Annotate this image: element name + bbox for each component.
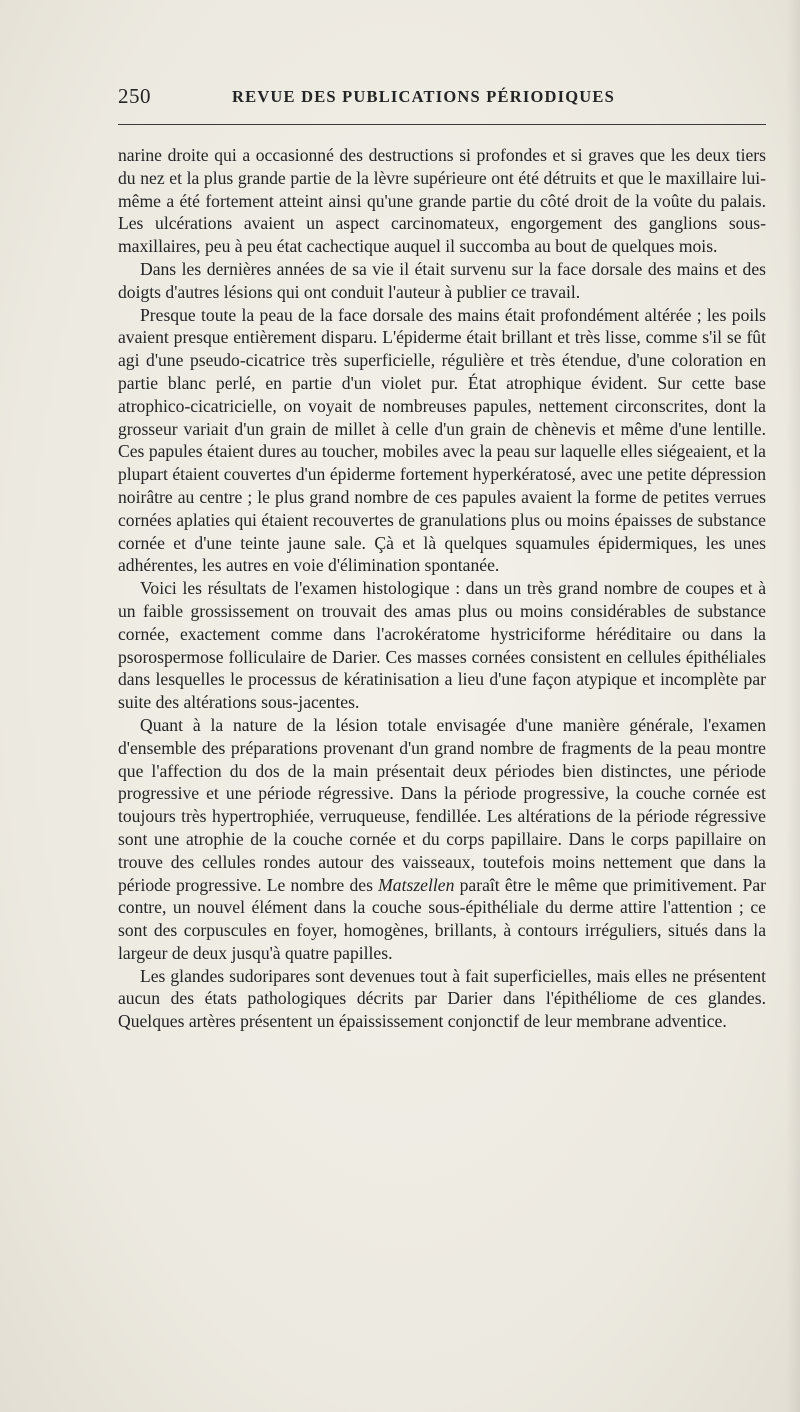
paragraph-lesion-nature [118, 714, 766, 965]
running-title: REVUE DES PUBLICATIONS PÉRIODIQUES [232, 87, 615, 106]
page-number: 250 [118, 84, 151, 108]
paragraph-clinical-description: Presque toute la peau de la face dorsale des mains était profondément altérée ; les poils avaient presque entièrement disparu. L'épiderme était brillant et très lisse, comme s'il se fût agi d'une pseudo-cicatrice très superficielle, régulière et très étendue, d'une coloration en partie blanc perlé, en partie d'un violet pur. État atrophique évident. Sur cette base atrophico-cicatricielle, on voyait de nombreuses papules, nettement circonscrites, dont la grosseur variait d'un grain de millet à celle d'un grain de chènevis et même d'une lentille. Ces papules étaient dures au toucher, mobiles avec la peau sur laquelle elles siégeaient, et la plupart étaient couvertes d'un épiderme fortement hyperkératosé, avec une petite dépression noirâtre au centre ; le plus grand nombre de ces papules avaient la forme de petites verrues cornées aplaties qui étaient recouvertes de granulations plus ou moins épaisses de substance cornée et d'une teinte jaune sale. Çà et là quelques squamules épidermiques, les unes adhérentes, les autres en voie d'élimination spontanée. [118, 304, 766, 576]
paragraph-sweat-glands: Les glandes sudoripares sont devenues tout à fait superficielles, mais elles ne présentent aucun des états pathologiques décrits par Darier dans l'épithéliome de ces glandes. Quelques artères présentent un épaississement conjonctif de leur membrane adventice. [118, 965, 766, 1032]
page-header [118, 84, 766, 114]
paragraph-histology: Voici les résultats de l'examen histologique : dans un très grand nombre de coupes et à un faible grossissement on trouvait des amas plus ou moins considérables de substance cornée, exactement comme dans l'acrokératome hystriciforme héréditaire ou dans la psorospermose folliculaire de Darier. Ces masses cornées consistent en cellules épithéliales dans lesquelles le processus de kératinisation a lieu d'une façon atypique et incomplète par suite des altérations sous-jacentes. [118, 578, 766, 713]
lesion-nature-text-before: Quant à la nature de la lésion totale envisagée d'une manière générale, l'examen d'ensemble des préparations provenant d'un grand nombre de fragments de la peau montre que l'affection du dos de la main présentait deux périodes bien distinctes, une période progressive et une période régressive. Dans la période progressive, la couche cornée est toujours très hypertrophiée, verruqueuse, fendillée. Les altérations de la période régressive sont une atrophie de la couche cornée et du corps papillaire. Dans le corps papillaire on trouve des cellules rondes autour des vaisseaux, toutefois moins nettement que dans la période progressive. Le nombre des [118, 714, 766, 895]
header-rule [118, 124, 766, 125]
body-text [118, 144, 766, 1033]
paragraph-recent-lesions: Dans les dernières années de sa vie il était survenu sur la face dorsale des mains et des doigts d'autres lésions qui ont conduit l'auteur à publier ce travail. [118, 258, 766, 302]
page-edge-shadow [786, 0, 800, 1412]
lesion-nature-text-after: paraît être le même que primitivement. Par contre, un nouvel élément dans la couche sous-épithéliale du derme attire l'attention ; ce sont des corpuscules en foyer, homogènes, brillants, à contours irréguliers, situés dans la largeur de deux jusqu'à quatre papilles. [118, 874, 766, 963]
lesion-nature-italic-term: Matszellen [378, 874, 455, 895]
paragraph-continuation: narine droite qui a occasionné des destructions si profondes et si graves que les deux tiers du nez et la plus grande partie de la lèvre supérieure ont été détruits et que le maxillaire lui-même a été fortement atteint ainsi qu'une grande partie du côté droit de la voûte du palais. Les ulcérations avaient un aspect carcinomateux, engorgement des ganglions sous-maxillaires, peu à peu état cachectique auquel il succomba au bout de quelques mois. [118, 145, 766, 257]
